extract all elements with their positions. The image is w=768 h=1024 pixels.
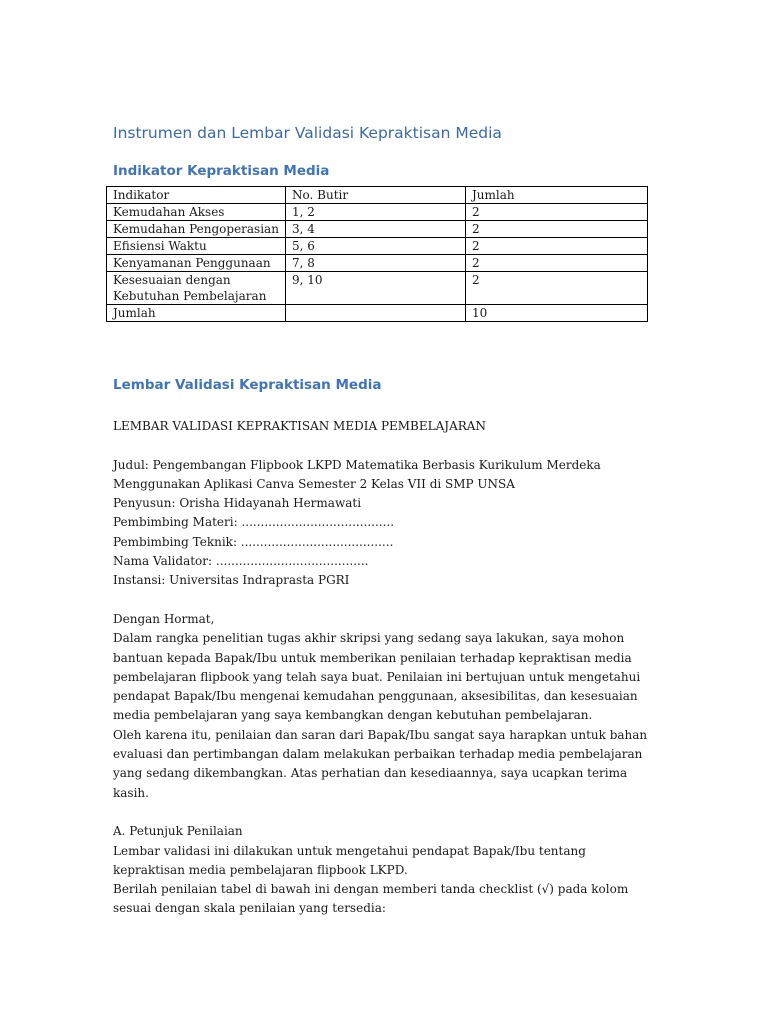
table-header-cell: No. Butir xyxy=(286,187,466,204)
section-heading-indikator: Indikator Kepraktisan Media xyxy=(113,163,330,179)
table-row xyxy=(107,238,648,255)
table-cell: 2 xyxy=(466,238,648,255)
table-cell: 5, 6 xyxy=(286,238,466,255)
table-header-row xyxy=(107,187,648,204)
indikator-table xyxy=(106,186,648,322)
info-instansi: Instansi: Universitas Indraprasta PGRI xyxy=(113,573,350,588)
table-cell: 10 xyxy=(466,305,648,322)
table-total-row xyxy=(107,305,648,322)
letter-paragraph-2: Oleh karena itu, penilaian dan saran dari Bapak/Ibu sangat saya harapkan untuk bahan evaluasi dan pertimbangan dalam melakukan perbaikan terhadap media pembelajaran yang sedang dikembangkan. Atas perhatian dan kesediaannya, saya ucapkan terima kasih. xyxy=(113,727,648,800)
section-heading-lembar: Lembar Validasi Kepraktisan Media xyxy=(113,377,382,393)
info-penyusun: Penyusun: Orisha Hidayanah Hermawati xyxy=(113,496,362,511)
table-cell: Kesesuaian dengan Kebutuhan Pembelajaran xyxy=(107,272,286,305)
table-cell: Kenyamanan Penggunaan xyxy=(107,255,286,272)
table-row xyxy=(107,221,648,238)
info-nama-validator: Nama Validator: ........................................ xyxy=(113,554,369,569)
table-cell: 2 xyxy=(466,255,648,272)
table-cell: Efisiensi Waktu xyxy=(107,238,286,255)
table-header-cell: Indikator xyxy=(107,187,286,204)
petunjuk-title: A. Petunjuk Penilaian xyxy=(113,824,243,839)
table-cell: 7, 8 xyxy=(286,255,466,272)
form-body xyxy=(113,417,658,919)
table-cell: 1, 2 xyxy=(286,204,466,221)
letter-salam: Dengan Hormat, xyxy=(113,611,215,626)
petunjuk-paragraph-2: Berilah penilaian tabel di bawah ini dengan memberi tanda checklist (√) pada kolom sesuai dengan skala penilaian yang tersedia: xyxy=(113,882,629,916)
info-judul-line2: Menggunakan Aplikasi Canva Semester 2 Kelas VII di SMP UNSA xyxy=(113,476,515,491)
form-title: LEMBAR VALIDASI KEPRAKTISAN MEDIA PEMBELAJARAN xyxy=(113,419,486,433)
table-cell: 9, 10 xyxy=(286,272,466,305)
table-cell: Jumlah xyxy=(107,305,286,322)
table-row xyxy=(107,204,648,221)
table-cell: Kemudahan Pengoperasian xyxy=(107,221,286,238)
info-judul-line1: Judul: Pengembangan Flipbook LKPD Matematika Berbasis Kurikulum Merdeka xyxy=(113,457,601,472)
table-cell xyxy=(286,305,466,322)
info-pembimbing-teknik: Pembimbing Teknik: ........................................ xyxy=(113,534,394,549)
table-header-cell: Jumlah xyxy=(466,187,648,204)
petunjuk-paragraph-1: Lembar validasi ini dilakukan untuk mengetahui pendapat Bapak/Ibu tentang kepraktisan media pembelajaran flipbook LKPD. xyxy=(113,843,586,877)
table-cell: 2 xyxy=(466,221,648,238)
document-heading: Instrumen dan Lembar Validasi Kepraktisan Media xyxy=(113,124,502,142)
table-cell: Kemudahan Akses xyxy=(107,204,286,221)
info-pembimbing-materi: Pembimbing Materi: ........................................ xyxy=(113,515,395,530)
table-cell: 2 xyxy=(466,204,648,221)
table-cell: 2 xyxy=(466,272,648,305)
letter-paragraph-1: Dalam rangka penelitian tugas akhir skripsi yang sedang saya lakukan, saya mohon bantuan kepada Bapak/Ibu untuk memberikan penilaian terhadap kepraktisan media pembelajaran flipbook yang telah saya buat. Penilaian ini bertujuan untuk mengetahui pendapat Bapak/Ibu mengenai kemudahan penggunaan, aksesibilitas, dan kesesuaian media pembelajaran yang saya kembangkan dengan kebutuhan pembelajaran. xyxy=(113,631,641,723)
table-row xyxy=(107,255,648,272)
table-cell: 3, 4 xyxy=(286,221,466,238)
table-row xyxy=(107,272,648,305)
